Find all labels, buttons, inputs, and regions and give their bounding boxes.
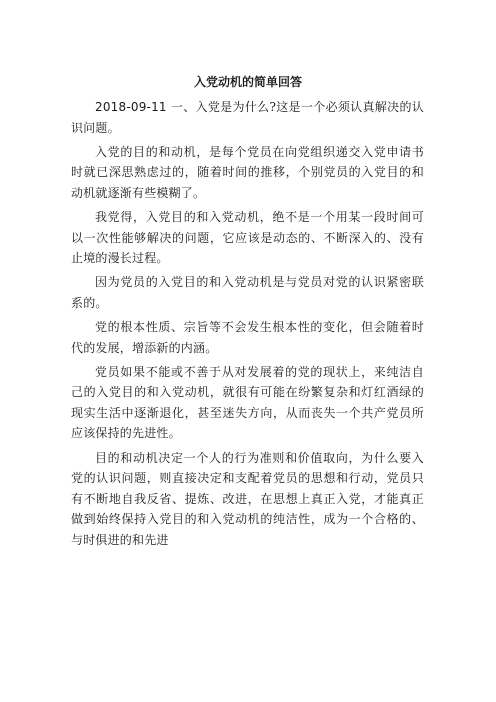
document-date: 2018-09-11 [95, 100, 167, 114]
paragraph-7: 目的和动机决定一个人的行为准则和价值取向，为什么要入党的认识问题，则直接决定和支配着党员的思想和行动，党员只有不断地自我反省、提炼、改进，在思想上真正入党，才能真正做到始终保持入党目的和入党动机的纯洁性，成为一个合格的、与时俱进的和先进 [71, 450, 424, 547]
paragraph-3: 我党得，入党目的和入党动机，绝不是一个用某一段时间可以一次性能够解决的问题，它应该是动态的、不断深入的、没有止境的漫长过程。 [71, 210, 424, 266]
document-title: 入党动机的简单回答 [193, 75, 302, 89]
paragraph-4: 因为党员的入党目的和入党动机是与党员对党的认识紧密联系的。 [71, 275, 424, 310]
paragraph-5: 党的根本性质、宗旨等不会发生根本性的变化，但会随着时代的发展，增添新的内涵。 [71, 320, 424, 355]
paragraph-1-text: 一、入党是为什么?这是一个必须认真解决的认识问题。 [71, 100, 424, 135]
document-body [71, 97, 424, 550]
paragraph-6: 党员如果不能或不善于从对发展着的党的现状上，来纯洁自己的入党目的和入党动机，就很有可能在纷繁复杂和灯红酒绿的现实生活中逐渐退化，甚至迷失方向，从而丧失一个共产党员所应该保持的先进性。 [71, 364, 424, 441]
paragraph-1 [71, 97, 424, 138]
paragraph-2: 入党的目的和动机，是每个党员在向党组织递交入党申请书时就已深思熟虑过的，随着时间的推移，个别党员的入党目的和动机就逐渐有些模糊了。 [71, 144, 424, 200]
